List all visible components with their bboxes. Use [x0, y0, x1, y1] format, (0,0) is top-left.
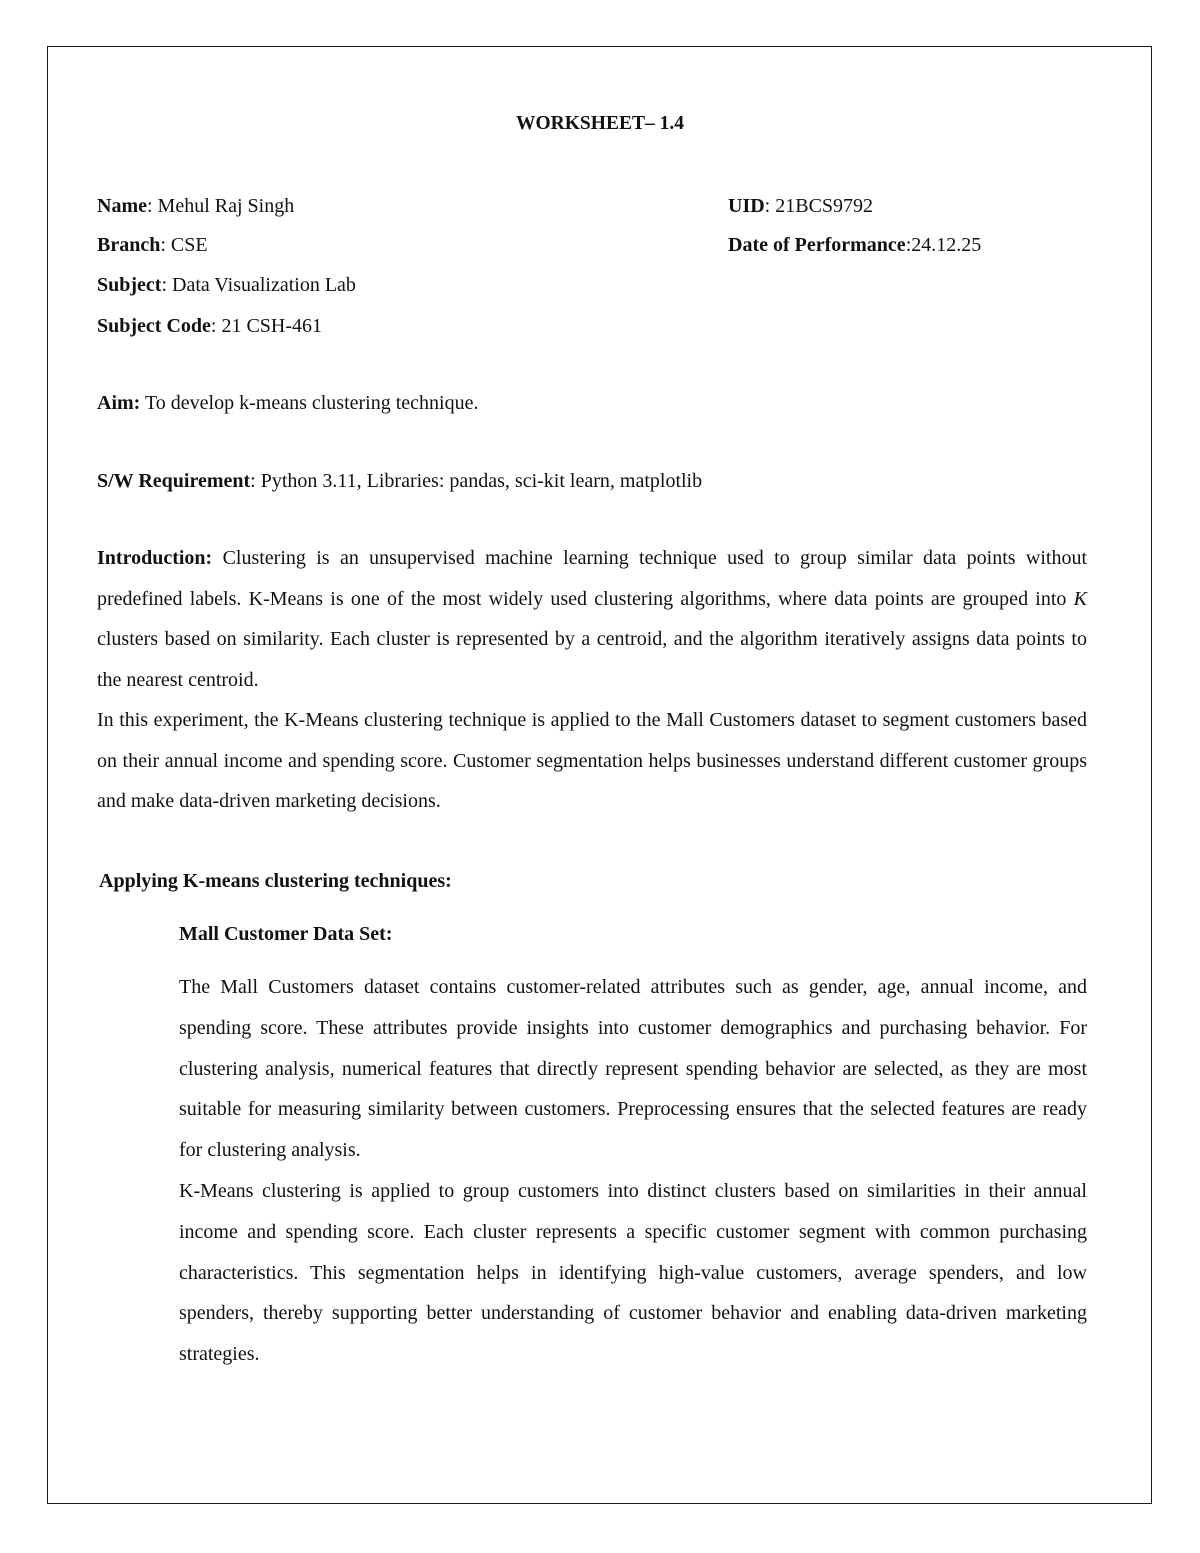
- subject-code-label: Subject Code: [97, 315, 211, 337]
- subject-field: [97, 271, 356, 299]
- name-field: [97, 192, 294, 220]
- introduction-paragraph-1: [97, 538, 1087, 700]
- aim-label: Aim:: [97, 392, 141, 414]
- introduction-text-a: Clustering is an unsupervised machine learning technique used to group similar data points without predefined labels. K-Means is one of the most widely used clustering algorithms, where data points are grouped into: [97, 547, 1087, 610]
- aim-text: To develop k-means clustering technique.: [140, 392, 479, 414]
- branch-label: Branch: [97, 234, 161, 256]
- dataset-paragraph: The Mall Customers dataset contains customer-related attributes such as gender, age, annual income, and spending score. These attributes provide insights into customer demographics and purchasing behavior. For clustering analysis, numerical features that directly represent spending behavior are selected, as they are most suitable for measuring similarity between customers. Preprocessing ensures that the selected features are ready for clustering analysis.: [179, 976, 1087, 1162]
- introduction-label: Introduction:: [97, 547, 213, 569]
- name-value: : Mehul Raj Singh: [146, 195, 295, 217]
- date-value: :24.12.25: [905, 234, 982, 256]
- sw-requirement-text: : Python 3.11, Libraries: pandas, sci-kit learn, matplotlib: [250, 470, 703, 492]
- uid-field: [728, 192, 873, 220]
- date-field: [728, 231, 981, 259]
- subject-code-field: [97, 312, 322, 340]
- date-label: Date of Performance: [728, 234, 906, 256]
- sw-requirement-label: S/W Requirement: [97, 470, 251, 492]
- worksheet-title: WORKSHEET– 1.4: [516, 113, 684, 134]
- subject-label: Subject: [97, 274, 162, 296]
- aim-line: [97, 389, 478, 417]
- sw-requirement-line: [97, 467, 702, 495]
- dataset-subheading: Mall Customer Data Set:: [179, 923, 393, 945]
- uid-label: UID: [728, 195, 765, 217]
- introduction-paragraph-2: In this experiment, the K-Means clustering technique is applied to the Mall Customers dataset to segment customers based on their annual income and spending score. Customer segmentation helps businesses understand different customer groups and make data-driven marketing decisions.: [97, 709, 1087, 812]
- kmeans-paragraph: K-Means clustering is applied to group customers into distinct clusters based on similarities in their annual income and spending score. Each cluster represents a specific customer segment with common purchasing characteristics. This segmentation helps in identifying high-value customers, average spenders, and low spenders, thereby supporting better understanding of customer behavior and enabling data-driven marketing strategies.: [179, 1180, 1087, 1366]
- uid-value: : 21BCS9792: [764, 195, 874, 217]
- branch-field: [97, 231, 208, 259]
- introduction-k-symbol: K: [1073, 587, 1087, 610]
- applying-heading: Applying K-means clustering techniques:: [99, 870, 452, 892]
- branch-value: : CSE: [160, 234, 208, 256]
- introduction-text-b: clusters based on similarity. Each cluster is represented by a centroid, and the algorithm iteratively assigns data points to the nearest centroid.: [97, 628, 1087, 691]
- name-label: Name: [97, 195, 147, 217]
- subject-code-value: : 21 CSH-461: [210, 315, 323, 337]
- subject-value: : Data Visualization Lab: [161, 274, 356, 296]
